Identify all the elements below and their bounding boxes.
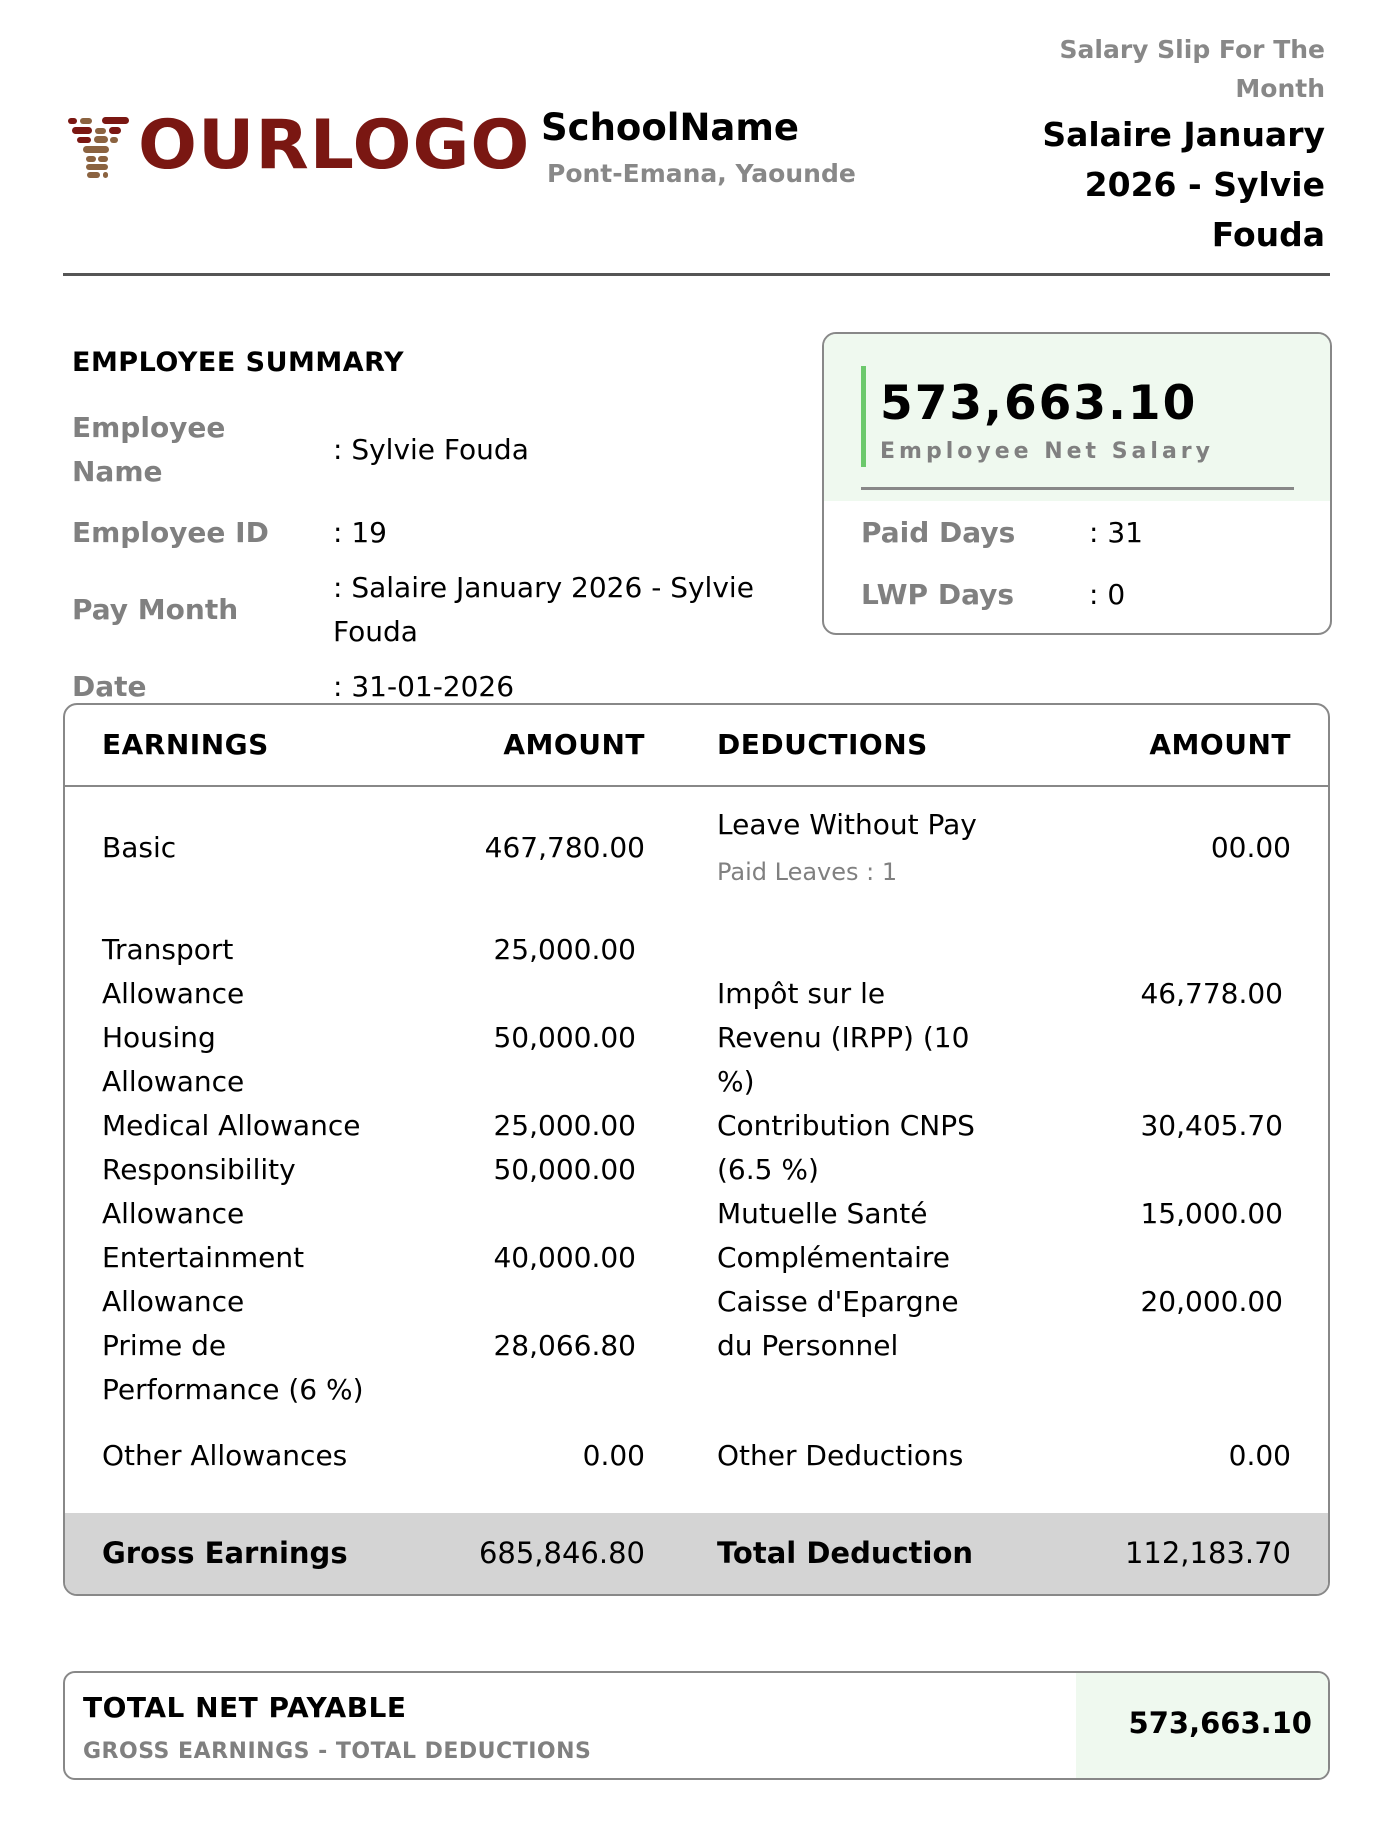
earning-label-line: Allowance bbox=[102, 1285, 245, 1318]
summary-label-line: Employee bbox=[72, 411, 226, 444]
logo-text: OURLOGO bbox=[138, 106, 531, 185]
employee-summary-title: EMPLOYEE SUMMARY bbox=[72, 347, 405, 378]
earning-amount: 40,000.00 bbox=[493, 1241, 636, 1274]
summary-label: Pay Month bbox=[72, 593, 239, 626]
earning-amount: 25,000.00 bbox=[493, 933, 636, 966]
slip-title-line: 2026 - Sylvie bbox=[1084, 165, 1325, 204]
school-address: Pont-Emana, Yaounde bbox=[547, 159, 856, 188]
deduction-lwp-amount: 00.00 bbox=[1210, 831, 1291, 864]
earning-label-line: Allowance bbox=[102, 1197, 245, 1230]
summary-row-employee-id bbox=[72, 511, 792, 555]
gross-earnings-amount: 685,846.80 bbox=[478, 1536, 645, 1570]
net-salary-highlight bbox=[824, 334, 1330, 501]
other-allowances-label: Other Allowances bbox=[102, 1439, 348, 1472]
deduction-lwp-sub: Paid Leaves : 1 bbox=[717, 858, 898, 886]
net-payable-amount: 573,663.10 bbox=[1128, 1706, 1312, 1740]
summary-value-pay-month bbox=[333, 566, 793, 654]
deduction-amount: 20,000.00 bbox=[1140, 1285, 1283, 1318]
net-salary-caption: Employee Net Salary bbox=[880, 439, 1214, 464]
slip-heading bbox=[965, 30, 1325, 260]
earning-basic-amount: 467,780.00 bbox=[484, 831, 645, 864]
deduction-amount: 15,000.00 bbox=[1140, 1197, 1283, 1230]
slip-title bbox=[965, 110, 1325, 260]
net-payable-box bbox=[63, 1671, 1330, 1780]
slip-title-line: Fouda bbox=[1211, 215, 1325, 254]
total-deduction-label: Total Deduction bbox=[717, 1536, 974, 1570]
summary-label bbox=[72, 406, 312, 494]
card-divider bbox=[861, 487, 1294, 490]
summary-value-line: Fouda bbox=[333, 615, 418, 648]
other-deductions-amount: 0.00 bbox=[1228, 1439, 1291, 1472]
earning-basic-label: Basic bbox=[102, 831, 177, 864]
header-earnings-amount: AMOUNT bbox=[503, 728, 645, 761]
earnings-deductions-table bbox=[63, 703, 1330, 1596]
totals-row bbox=[65, 1513, 1328, 1594]
deduction-amount: 46,778.00 bbox=[1140, 977, 1283, 1010]
deduction-amount: 30,405.70 bbox=[1140, 1109, 1283, 1142]
summary-value-line: : Salaire January 2026 - Sylvie bbox=[333, 571, 754, 604]
logo-y-icon bbox=[68, 116, 132, 178]
slip-subtitle-line: Month bbox=[1235, 74, 1325, 103]
summary-label: Date bbox=[72, 670, 147, 703]
slip-title-line: Salaire January bbox=[1042, 115, 1325, 154]
card-row-lwp-days bbox=[861, 575, 1301, 615]
card-row-paid-days bbox=[861, 513, 1301, 553]
summary-label-line: Name bbox=[72, 455, 163, 488]
header-earnings: EARNINGS bbox=[102, 728, 269, 761]
deduction-label-line: (6.5 %) bbox=[717, 1153, 819, 1186]
slip-subtitle-line: Salary Slip For The bbox=[1059, 35, 1325, 64]
summary-label: Employee ID bbox=[72, 516, 269, 549]
deduction-label-line: Impôt sur le bbox=[717, 977, 886, 1010]
earning-label-line: Entertainment bbox=[102, 1241, 305, 1274]
deduction-label-line: Mutuelle Santé bbox=[717, 1197, 928, 1230]
earning-label-line: Allowance bbox=[102, 977, 245, 1010]
paid-days-value: : 31 bbox=[1089, 516, 1143, 549]
earning-label-line: Prime de bbox=[102, 1329, 227, 1362]
deduction-lwp-label: Leave Without Pay bbox=[717, 808, 977, 841]
deduction-label-line: %) bbox=[717, 1065, 755, 1098]
school-logo bbox=[68, 106, 531, 185]
summary-row-pay-month bbox=[72, 566, 792, 656]
earning-label-line: Performance (6 %) bbox=[102, 1373, 364, 1406]
earning-label-line: Allowance bbox=[102, 1065, 245, 1098]
summary-value-date: : 31-01-2026 bbox=[333, 670, 515, 703]
summary-value-employee-id: : 19 bbox=[333, 516, 387, 549]
lwp-days-value: : 0 bbox=[1089, 578, 1126, 611]
accent-bar bbox=[861, 366, 866, 467]
paid-days-label: Paid Days bbox=[861, 516, 1016, 549]
earning-label-line: Medical Allowance bbox=[102, 1109, 361, 1142]
table-header-row bbox=[65, 705, 1328, 787]
earning-amount: 50,000.00 bbox=[493, 1021, 636, 1054]
net-payable-formula: GROSS EARNINGS - TOTAL DEDUCTIONS bbox=[83, 1739, 592, 1764]
earning-label-line: Responsibility bbox=[102, 1153, 296, 1186]
deduction-label-line: Complémentaire bbox=[717, 1241, 951, 1274]
gross-earnings-label: Gross Earnings bbox=[102, 1536, 348, 1570]
summary-row-employee-name bbox=[72, 406, 792, 496]
total-deduction-amount: 112,183.70 bbox=[1124, 1536, 1291, 1570]
earning-label-line: Housing bbox=[102, 1021, 216, 1054]
earning-label-line: Transport bbox=[102, 933, 234, 966]
net-payable-title: TOTAL NET PAYABLE bbox=[83, 1691, 407, 1724]
header-deductions-amount: AMOUNT bbox=[1149, 728, 1291, 761]
other-allowances-amount: 0.00 bbox=[582, 1439, 645, 1472]
deduction-label-line: Revenu (IRPP) (10 bbox=[717, 1021, 970, 1054]
earning-amount: 28,066.80 bbox=[493, 1329, 636, 1362]
deduction-label-line: Caisse d'Epargne bbox=[717, 1285, 959, 1318]
deduction-label-line: Contribution CNPS bbox=[717, 1109, 975, 1142]
deduction-item bbox=[717, 972, 975, 1368]
lwp-days-label: LWP Days bbox=[861, 578, 1015, 611]
school-name: SchoolName bbox=[541, 106, 800, 149]
deduction-label-line: du Personnel bbox=[717, 1329, 899, 1362]
other-deductions-label: Other Deductions bbox=[717, 1439, 964, 1472]
header-deductions: DEDUCTIONS bbox=[717, 728, 928, 761]
slip-subtitle bbox=[965, 30, 1325, 108]
header-divider bbox=[63, 273, 1330, 276]
net-salary-card bbox=[822, 332, 1332, 635]
net-salary-amount: 573,663.10 bbox=[880, 376, 1198, 431]
earning-amount: 25,000.00 bbox=[493, 1109, 636, 1142]
earning-item bbox=[102, 928, 364, 1412]
summary-value-employee-name: : Sylvie Fouda bbox=[333, 433, 529, 466]
earning-amount: 50,000.00 bbox=[493, 1153, 636, 1186]
